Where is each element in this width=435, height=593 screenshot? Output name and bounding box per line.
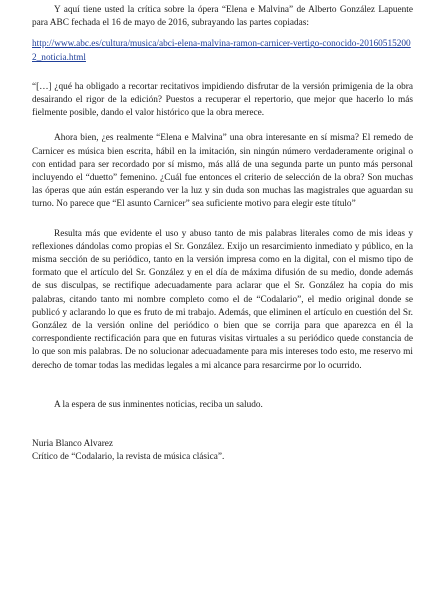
quoted-paragraph-1: “[…] ¿qué ha obligado a recortar recitativos impidiendo disfrutar de la versión primigenia de la obra desairando el rigor de la edición? Puestos a recuperar el repertorio, que mejor que hacerlo lo más fielmente posible, dando el valor histórico que la obra merece.	[32, 81, 413, 119]
signature-name: Nuria Blanco Alvarez	[32, 439, 114, 450]
demand-paragraph: Resulta más que evidente el uso y abuso tanto de mis palabras literales como de mis ideas y reflexiones dándolas como propias el Sr. González. Exijo un resarcimiento inmediato y público, en la misma sección de su periódico, tanto en la versión impresa como en la digital, con el mismo tipo de formato que el artículo del Sr. González y en el día de máxima difusión de su medio, donde además de sus disculpas, se rectifique adecuadamente para aclarar que el Sr. González ha copia do mis palabras, citando tanto mi nombre completo como el de “Codalario”, el medio original donde se publicó y aclarando lo que es fruto de mi trabajo. Además, que eliminen el artículo en cuestión del Sr. González de la versión online del periódico o bien que se corrija para que aparezca en él la correspondiente rectificación para que en futuras visitas virtuales a su periódico quede constancia de lo que son mis palabras. De no solucionar adecuadamente para mis intereses todo esto, me reservo mi derecho de tomar todas las medidas legales a mi alcance para resarcirme por lo ocurrido.	[32, 228, 413, 371]
closing-line: A la espera de sus inminentes noticias, reciba un saludo.	[54, 399, 263, 410]
intro-paragraph: Y aquí tiene usted la crítica sobre la ópera “Elena e Malvina” de Alberto González Lapuente para ABC fechada el 16 de mayo de 2016, subrayando las partes copiadas:	[32, 5, 413, 29]
signature-title: Crítico de “Codalario, la revista de música clásica”.	[32, 452, 225, 463]
article-link[interactable]: http://www.abc.es/cultura/musica/abci-elena-malvina-ramon-carnicer-vertigo-conocido-201605152002_noticia.html	[32, 39, 411, 63]
quoted-paragraph-2: Ahora bien, ¿es realmente “Elena e Malvina” una obra interesante en sí misma? El remedo de Carnicer es música bien escrita, hábil en la imitación, sin ningún número verdaderamente original o con entidad para ser recordado por sí mismo, más allá de una segunda parte un punto más personal incluyendo el “duetto” femenino. ¿Cuál fue entonces el criterio de selección de la obra? Son muchas las óperas que aún están esperando ver la luz y sin duda son muchas las magistrales que aguardan su turno. No parece que “El asunto Carnicer” sea suficiente motivo para elegir este título”	[32, 133, 413, 210]
